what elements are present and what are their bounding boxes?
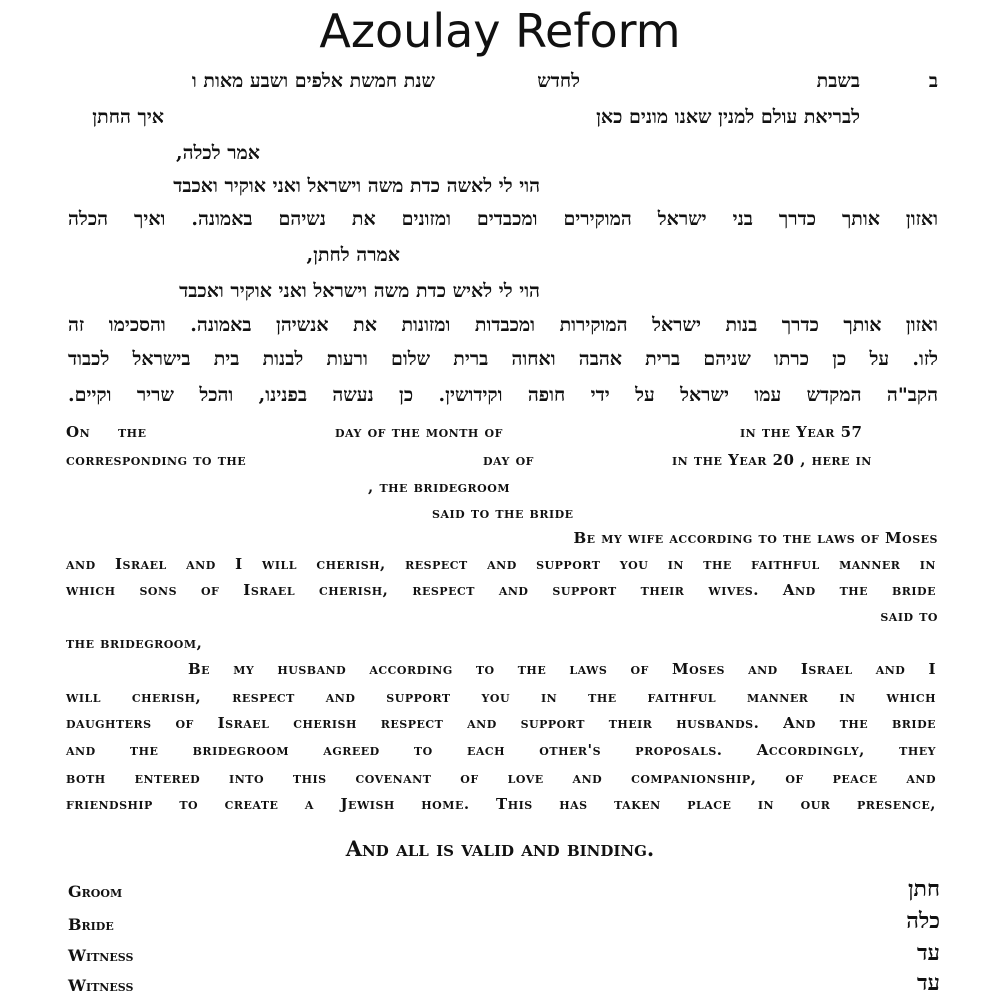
- hebrew-line: הוי לי לאשה כדת משה וישראל ואני אוקיר ואכבד: [173, 175, 540, 197]
- english-line: said to: [880, 607, 938, 625]
- hebrew-line: ואזון אותך כדרך בנות ישראל המוקירות ומכבדות ומזונות את אנשיהן באמונה. והסכימו זה: [68, 314, 938, 336]
- hebrew-line: בשבת: [816, 70, 860, 92]
- signature-label-groom-hebrew: חתן: [907, 876, 940, 902]
- hebrew-line: לזו. על כן כרתו שניהם ברית אהבה ואחוה ברית שלום ורעות לבנות בית בישראל לכבוד: [68, 348, 938, 370]
- hebrew-line: ואזון אותך כדרך בני ישראל המוקירים ומכבדים ומזונים את נשיהם באמונה. ואיך הכלה: [68, 208, 938, 230]
- english-line: the: [118, 423, 147, 441]
- signature-label-bride: Bride: [68, 915, 114, 934]
- english-line: corresponding to the: [66, 451, 247, 469]
- hebrew-line: איך החתן: [92, 106, 164, 128]
- english-line: and Israel and I will cherish, respect and support you in the faithful manner in: [66, 555, 936, 573]
- english-line: Be my husband according to the laws of Moses and Israel and I: [188, 660, 936, 678]
- signature-label-witness: Witness: [68, 976, 134, 995]
- english-line: in the Year 20 , here in: [672, 451, 872, 469]
- hebrew-line: לבריאת עולם למנין שאנו מונים כאן: [596, 106, 860, 128]
- signature-label-bride-hebrew: כלה: [906, 908, 940, 934]
- english-line: day of the month of: [335, 423, 503, 441]
- english-line: will cherish, respect and support you in the faithful manner in which: [66, 688, 936, 706]
- hebrew-line: שנת חמשת אלפים ושבע מאות ו: [191, 70, 435, 92]
- english-line: , the bridegroom: [368, 478, 511, 496]
- hebrew-line: ב: [928, 70, 938, 92]
- english-line: friendship to create a Jewish home. This has taken place in our presence,: [66, 795, 936, 813]
- closing-statement: And all is valid and binding.: [345, 836, 655, 861]
- english-line: the bridegroom,: [66, 634, 203, 652]
- english-line: day of: [483, 451, 534, 469]
- english-line: Be my wife according to the laws of Moses: [573, 529, 938, 547]
- hebrew-line: הקב"ה המקדש עמו ישראל על ידי חופה וקידושין. כן נעשה בפנינו, והכל שריר וקיים.: [68, 384, 938, 406]
- hebrew-line: הוי לי לאיש כדת משה וישראל ואני אוקיר ואכבד: [179, 280, 540, 302]
- english-line: said to the bride: [432, 504, 574, 522]
- signature-label-witness: Witness: [68, 946, 134, 965]
- signature-label-groom: Groom: [68, 882, 123, 901]
- signature-label-witness-hebrew: עד: [916, 940, 940, 966]
- english-line: both entered into this covenant of love and companionship, of peace and: [66, 769, 936, 787]
- hebrew-line: אמר לכלה,: [175, 142, 260, 164]
- english-line: in the Year 57: [740, 423, 863, 441]
- document-title: Azoulay Reform: [319, 4, 681, 58]
- signature-label-witness-hebrew: עד: [916, 970, 940, 996]
- english-line: On: [66, 423, 91, 441]
- hebrew-line: לחדש: [537, 70, 580, 92]
- english-line: and the bridegroom agreed to each other's proposals. Accordingly, they: [66, 741, 936, 759]
- english-line: daughters of Israel cherish respect and support their husbands. And the bride: [66, 714, 936, 732]
- hebrew-line: אמרה לחתן,: [306, 244, 400, 266]
- english-line: which sons of Israel cherish, respect and support their wives. And the bride: [66, 581, 936, 599]
